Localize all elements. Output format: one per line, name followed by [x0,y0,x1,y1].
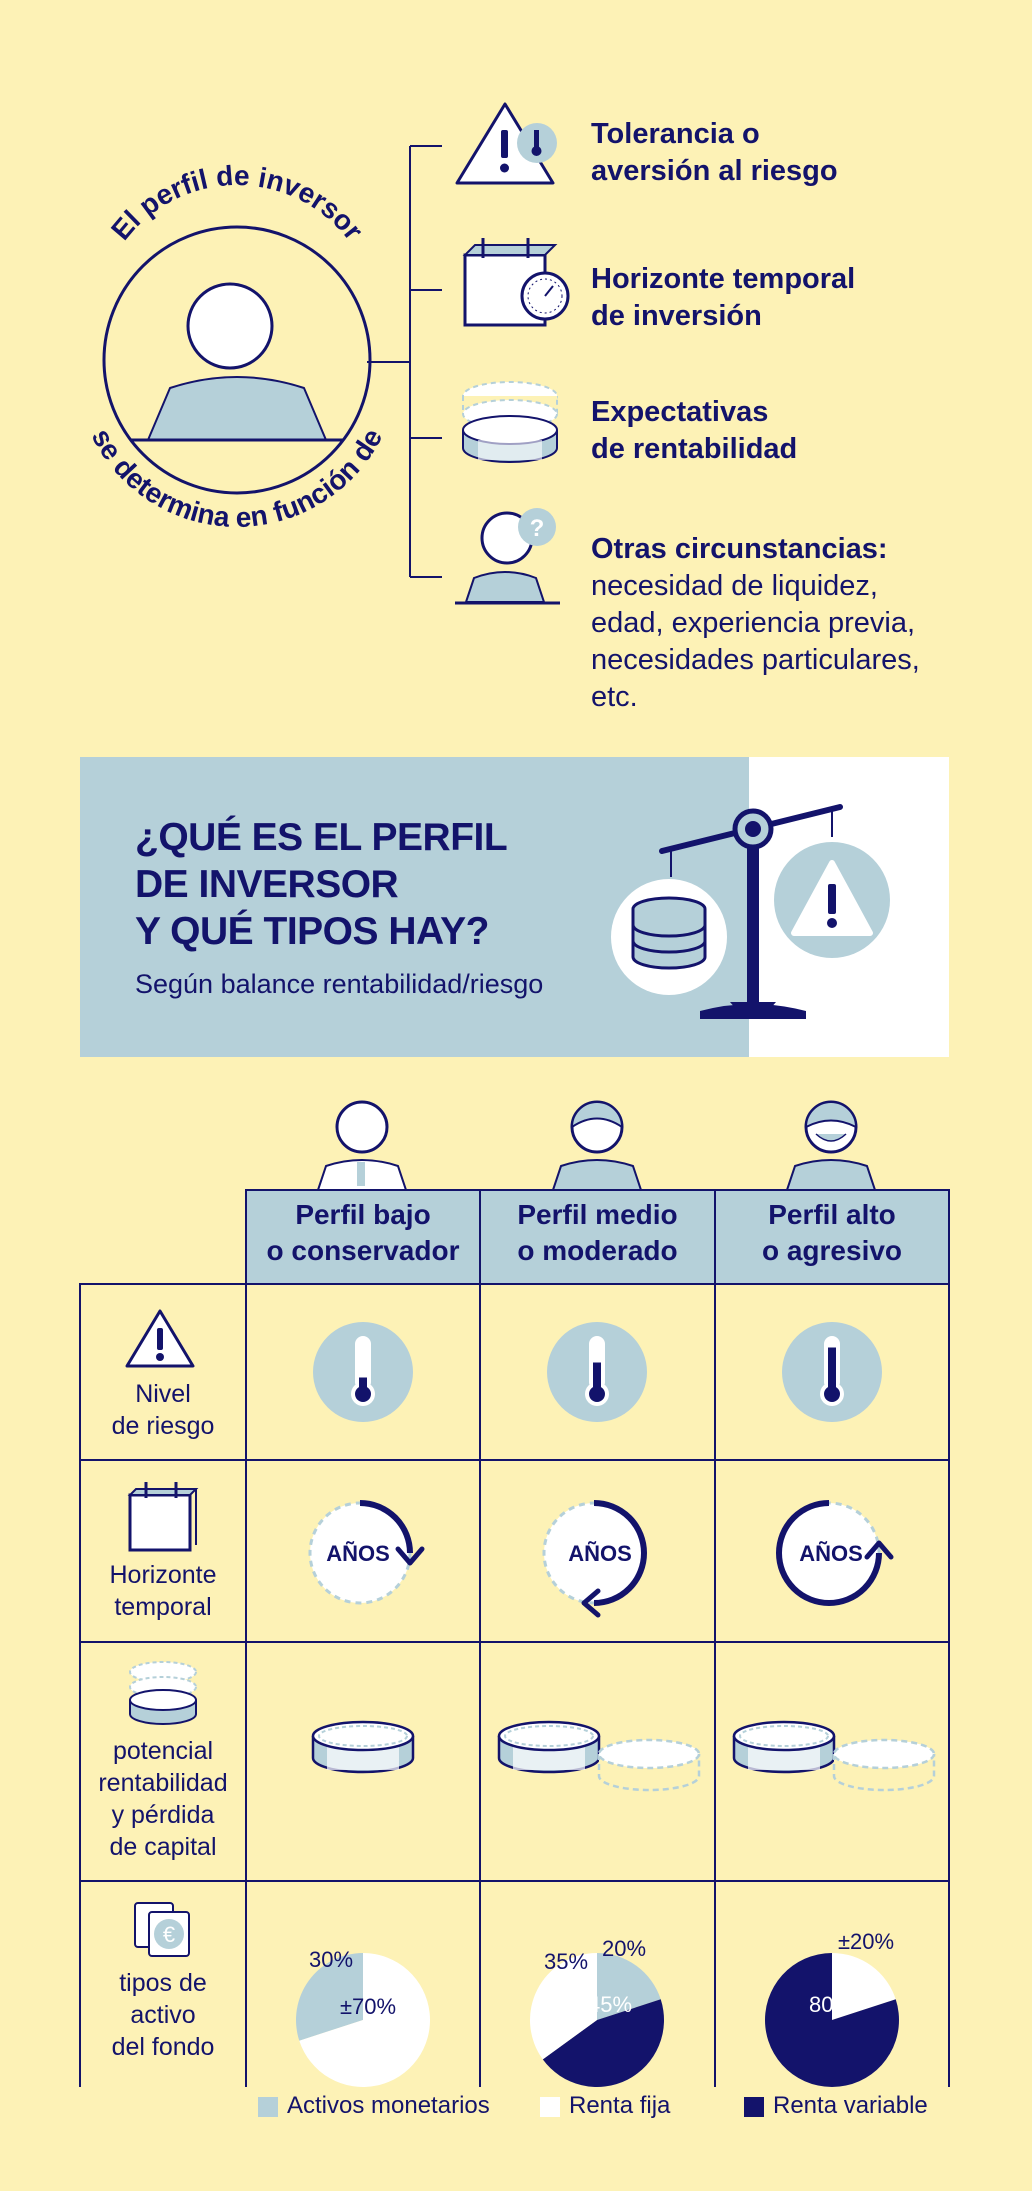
banner-title-line: Y QUÉ TIPOS HAY? [135,910,489,953]
column-header-line: o conservador [266,1235,460,1266]
coin-stack-icon [633,898,705,968]
calendar-icon [130,1482,196,1550]
pie-label-monetarios-moderate: 20% [601,1936,647,1961]
row-label-line: temporal [114,1593,212,1621]
legend-swatch-variable [744,2097,764,2117]
factor-body-line: necesidad de liquidez, [591,570,878,602]
coin-ghost-top [599,1740,699,1768]
allocation-pie-chart-aggressive [765,1953,899,2087]
pie-label-fija-moderate: 35% [543,1949,589,1974]
coin-stack-icon [463,382,557,462]
coin-top [313,1722,413,1750]
factor-title-line: Horizonte temporal [591,263,856,295]
row-label-line: potencial [112,1737,214,1765]
pie-label-fija-aggressive: ±20% [837,1929,895,1954]
horizon-label-moderate: AÑOS [568,1541,632,1566]
row-label-line: tipos de [119,1969,207,1997]
thermometer-level [593,1363,601,1391]
coin-ghost-top [834,1740,934,1768]
factor-title-line: Expectativas [591,396,769,428]
factor-title-line: aversión al riesgo [591,155,838,187]
factor-body-line: edad, experiencia previa, [591,607,916,639]
warning-icon [127,1311,193,1366]
factor-title-line: Tolerancia o [591,118,760,150]
person-in-circle-icon [104,227,370,493]
factor-title-line: Otras circunstancias: [591,533,888,565]
coin-stack-icon-aggressive [734,1722,934,1790]
scale-balance-icon [80,757,949,1057]
factor-risk-tolerance [591,116,838,190]
pie-label-monetarios-conservative: 30% [308,1947,354,1972]
legend-label-variable: Renta variable [773,2092,928,2119]
row-label-line: activo [130,2001,196,2029]
column-header-conservative [246,1197,480,1269]
column-header-line: o agresivo [761,1235,903,1266]
horizon-label-aggressive: AÑOS [799,1541,863,1566]
column-header-aggressive [715,1197,949,1269]
euro-documents-icon [135,1903,189,1956]
thermometer-bulb [589,1386,605,1402]
pie-label-variable-moderate: 45% [587,1992,633,2017]
row-label-line: rentabilidad [98,1769,228,1797]
factor-title-line: de rentabilidad [591,433,798,465]
thermometer-icon-aggressive [782,1322,882,1422]
factor-other-circumstances [591,531,920,716]
person-aggressive-icon [787,1102,875,1190]
column-header-line: Perfil medio [517,1199,678,1230]
potential-return-layer [313,1722,934,1790]
legend-label-monetarios: Activos monetarios [287,2092,490,2119]
banner-subtitle: Según balance rentabilidad/riesgo [135,969,544,999]
thermometer-bulb [355,1386,371,1402]
coin-stack-icon-conservative [313,1722,413,1772]
thermometer-level [828,1348,836,1391]
factor-title-line: de inversión [591,300,762,332]
legend-swatch-monetarios [258,2097,278,2117]
bracket-connector [367,146,442,577]
person-question-icon [455,508,560,603]
svg-text:€: € [162,1922,176,1947]
factor-body-line: necesidades particulares, [591,644,920,676]
row-label-line: y pérdida [111,1801,215,1829]
column-header-line: Perfil bajo [295,1199,431,1230]
row-label-return [80,1735,246,1863]
row-label-line: Horizonte [109,1561,217,1589]
row-label-line: del fondo [111,2033,215,2061]
coin-top [499,1722,599,1750]
pie-label-fija-conservative: ±70% [339,1994,397,2019]
legend-label-fija: Renta fija [569,2092,671,2119]
row-label-risk [80,1378,246,1442]
allocation-pie-chart-conservative [296,1953,430,2087]
factor-time-horizon [591,261,855,335]
pie-label-variable-aggressive: 80% [808,1992,854,2017]
calendar-clock-icon [465,238,568,325]
banner-title-line: ¿QUÉ ES EL PERFIL [135,816,508,859]
horizon-label-conservative: AÑOS [326,1541,390,1566]
coin-stack-icon-moderate [499,1722,699,1790]
row-label-assets [80,1967,246,2063]
column-header-line: o moderado [517,1235,678,1266]
factor-body-line: etc. [591,681,638,713]
row-label-line: de riesgo [111,1412,215,1440]
row-label-line: Nivel [135,1380,191,1408]
column-header-line: Perfil alto [768,1199,896,1230]
legend-swatch-fija [540,2097,560,2117]
section-banner [80,757,949,1057]
legend [0,2087,1032,2127]
thermometer-icon-conservative [313,1322,413,1422]
row-label-line: de capital [109,1833,217,1861]
person-conservative-icon [318,1102,406,1190]
thermometer-icon-moderate [547,1322,647,1422]
profile-arc-bottom-text: se determina en función de [85,423,389,534]
risk-level-layer [313,1322,882,1422]
person-moderate-icon [553,1102,641,1190]
row-label-horizon [80,1559,246,1623]
profile-arc-top-text: El perfil de inversor [105,159,370,246]
coin-stack-icon [130,1662,196,1724]
banner-title-line: DE INVERSOR [135,863,399,906]
thermometer-bulb [824,1386,840,1402]
column-header-moderate [480,1197,715,1269]
svg-text:?: ? [529,515,545,542]
coin-top [734,1722,834,1750]
warning-thermometer-icon [457,104,557,183]
factor-return-expectations [591,394,797,468]
